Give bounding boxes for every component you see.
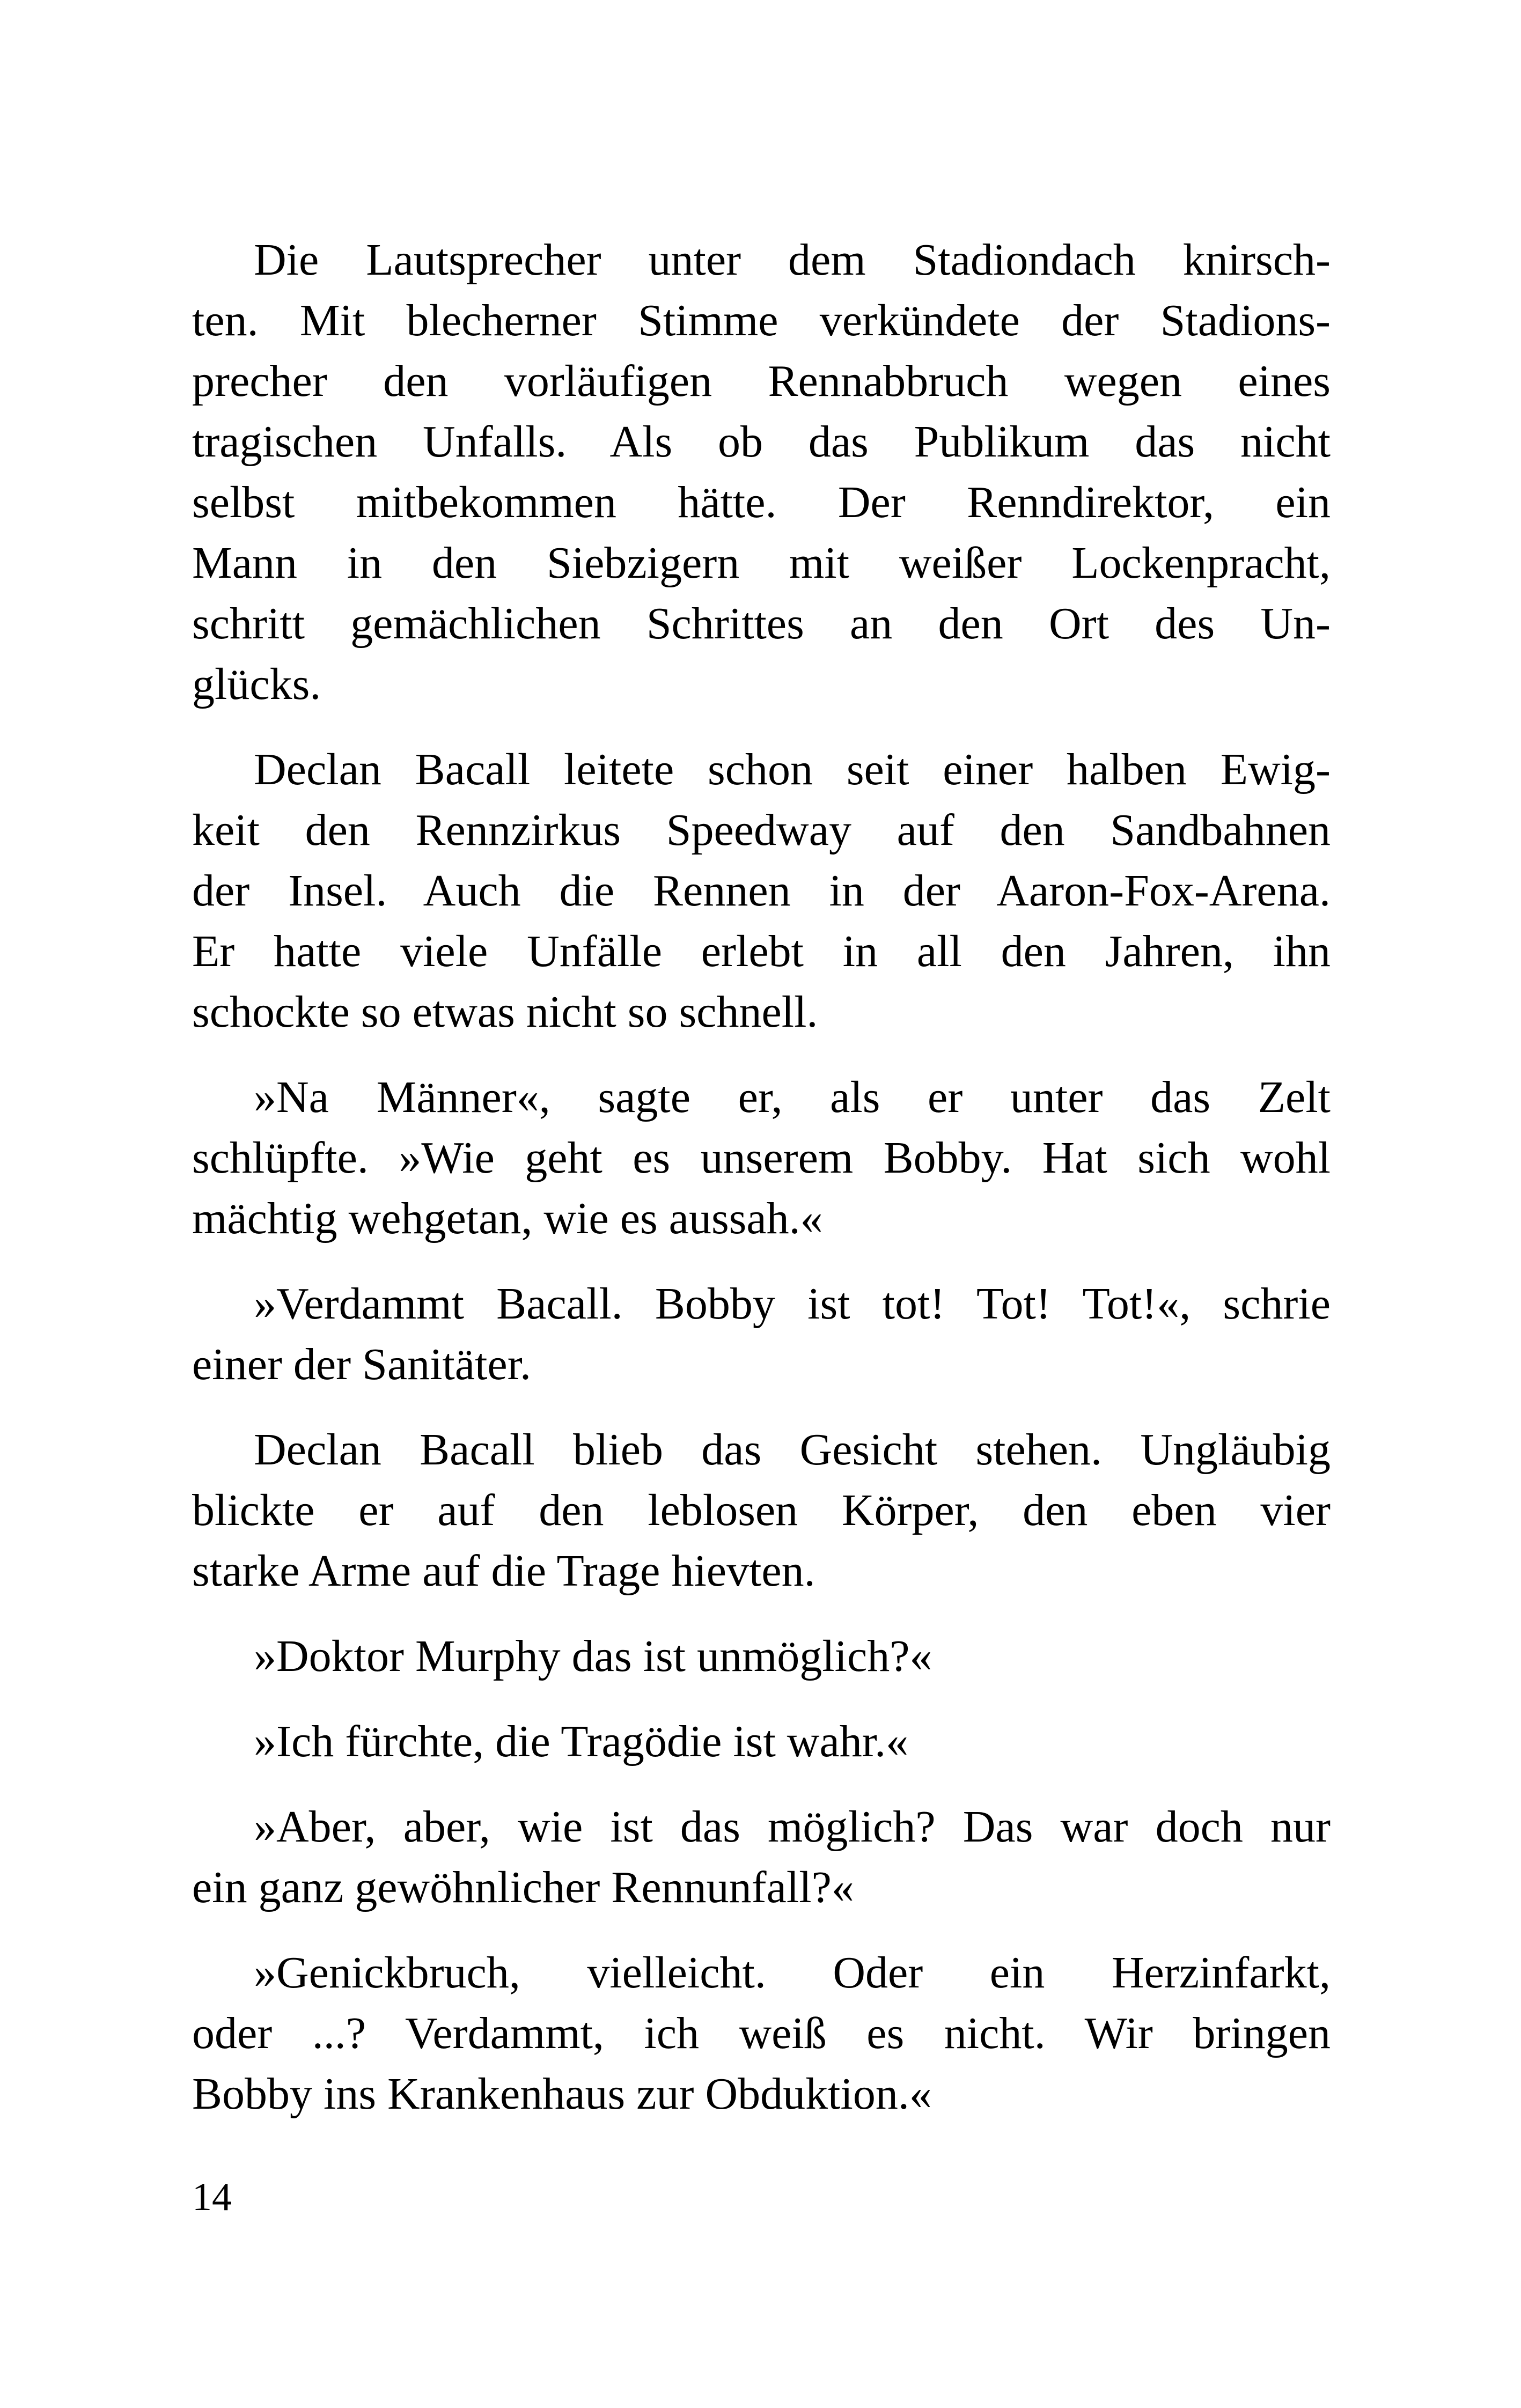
text-line: »Na Männer«, sagte er, als er unter das Zelt <box>254 1072 1331 1122</box>
text-line: einer der Sanitäter. <box>192 1339 532 1389</box>
paragraph <box>192 1067 1331 1249</box>
text-line: schritt gemächlichen Schrittes an den Ort des Un- <box>192 599 1331 649</box>
text-line: selbst mitbekommen hätte. Der Renndirektor, ein <box>192 477 1331 527</box>
text-line: keit den Rennzirkus Speedway auf den Sandbahnen <box>192 805 1331 855</box>
text-line: »Ich fürchte, die Tragödie ist wahr.« <box>254 1717 909 1766</box>
text-line: Declan Bacall leitete schon seit einer halben Ewig- <box>254 745 1331 794</box>
text-line: glücks. <box>192 659 321 709</box>
text-line: ein ganz gewöhnlicher Rennunfall?« <box>192 1862 854 1912</box>
text-line: ten. Mit blecherner Stimme verkündete der Stadions- <box>192 296 1331 345</box>
text-line: oder ...? Verdammt, ich weiß es nicht. Wir bringen <box>192 2008 1331 2058</box>
paragraph <box>192 739 1331 1042</box>
paragraph <box>192 1942 1331 2124</box>
text-line: Die Lautsprecher unter dem Stadiondach knirsch- <box>254 235 1331 285</box>
text-line: tragischen Unfalls. Als ob das Publikum das nicht <box>192 417 1331 467</box>
text-line: »Genickbruch, vielleicht. Oder ein Herzinfarkt, <box>254 1948 1331 1998</box>
page-number: 14 <box>192 2175 232 2219</box>
text-line: Declan Bacall blieb das Gesicht stehen. Ungläubig <box>254 1425 1331 1475</box>
paragraph <box>192 1796 1331 1918</box>
paragraph <box>192 1626 1331 1687</box>
paragraph <box>192 1711 1331 1772</box>
text-line: schockte so etwas nicht so schnell. <box>192 987 818 1037</box>
text-line: Mann in den Siebzigern mit weißer Lockenpracht, <box>192 538 1331 588</box>
text-line: »Verdammt Bacall. Bobby ist tot! Tot! Tot!«, schrie <box>254 1279 1331 1329</box>
text-line: mächtig wehgetan, wie es aussah.« <box>192 1194 823 1243</box>
text-line: »Doktor Murphy das ist unmöglich?« <box>254 1631 932 1681</box>
text-line: starke Arme auf die Trage hievten. <box>192 1546 815 1596</box>
text-line: schlüpfte. »Wie geht es unserem Bobby. Hat sich wohl <box>192 1133 1331 1183</box>
text-line: precher den vorläufigen Rennabbruch wegen eines <box>192 356 1331 406</box>
paragraph <box>192 1419 1331 1601</box>
paragraph <box>192 230 1331 715</box>
text-line: »Aber, aber, wie ist das möglich? Das war doch nur <box>254 1802 1331 1852</box>
text-line: blickte er auf den leblosen Körper, den eben vier <box>192 1485 1331 1535</box>
text-block <box>192 230 1331 2149</box>
text-line: der Insel. Auch die Rennen in der Aaron-Fox-Arena. <box>192 866 1331 916</box>
text-line: Er hatte viele Unfälle erlebt in all den Jahren, ihn <box>192 926 1331 976</box>
text-line: Bobby ins Krankenhaus zur Obduktion.« <box>192 2069 932 2119</box>
paragraph <box>192 1273 1331 1395</box>
